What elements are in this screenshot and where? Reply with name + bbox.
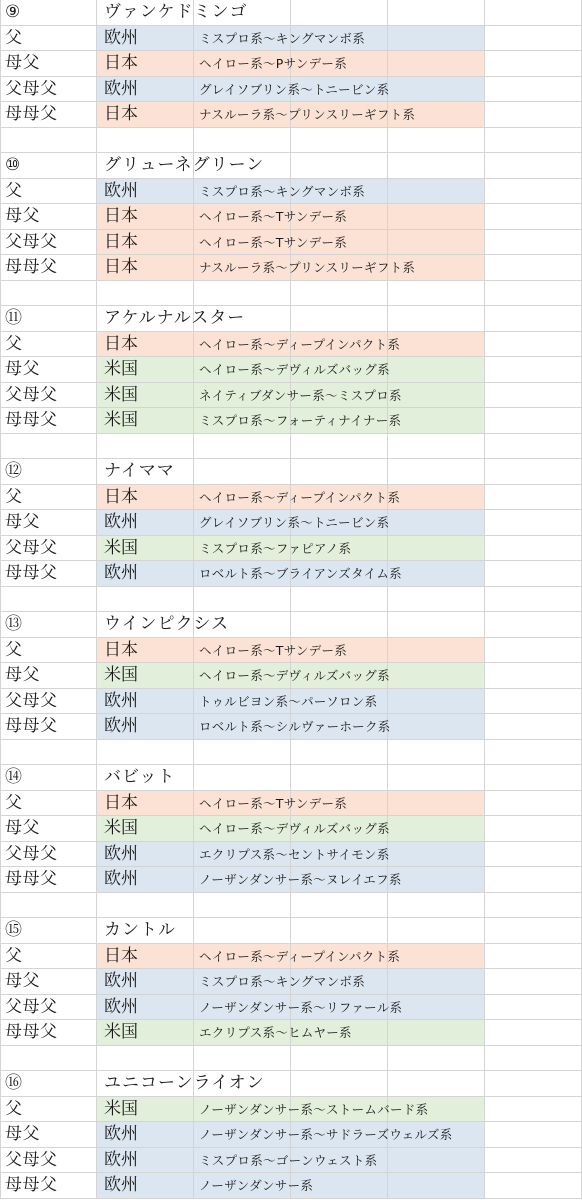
grid-cell[interactable]	[485, 714, 582, 740]
relation-label: 父母父	[5, 231, 58, 252]
pedigree-row	[0, 1020, 582, 1046]
region-label: 日本	[104, 333, 138, 354]
grid-cell[interactable]	[291, 128, 388, 154]
sire-line-label: ヘイロー系～デヴィルズバッグ系	[199, 668, 390, 683]
relation-label: 父母父	[5, 843, 58, 864]
grid-cell[interactable]	[388, 893, 485, 919]
region-label: 日本	[104, 639, 138, 660]
grid-cell[interactable]	[291, 612, 388, 638]
sire-line-label: ミスプロ系～ゴーンウェスト系	[199, 1152, 378, 1168]
grid-cell[interactable]	[388, 765, 485, 791]
grid-cell[interactable]	[388, 26, 485, 52]
relation-label: 父	[5, 486, 23, 507]
grid-cell[interactable]	[0, 1046, 97, 1072]
grid-cell[interactable]	[388, 0, 485, 26]
grid-cell[interactable]	[291, 1071, 388, 1097]
grid-cell[interactable]	[485, 1020, 582, 1046]
blank-spacer-row	[0, 281, 582, 307]
grid-cell[interactable]	[0, 128, 97, 154]
sire-line-label: ミスプロ系～フォーティナイナー系	[199, 413, 402, 428]
grid-cell[interactable]	[97, 128, 194, 154]
pedigree-row	[0, 26, 582, 52]
grid-cell[interactable]	[485, 1046, 582, 1072]
grid-cell[interactable]	[388, 230, 485, 256]
grid-cell[interactable]	[388, 1148, 485, 1174]
grid-cell[interactable]	[388, 995, 485, 1021]
region-label: 米国	[104, 665, 138, 685]
region-label: 米国	[104, 359, 138, 379]
region-label: 欧州	[104, 996, 138, 1017]
pedigree-row	[0, 408, 582, 434]
grid-cell[interactable]	[388, 179, 485, 205]
grid-cell[interactable]	[388, 128, 485, 154]
pedigree-row	[0, 1173, 582, 1199]
grid-cell[interactable]	[388, 918, 485, 944]
grid-cell[interactable]	[485, 663, 582, 689]
grid-cell[interactable]	[388, 638, 485, 664]
relation-label: 母母父	[5, 716, 58, 736]
grid-cell[interactable]	[291, 587, 388, 613]
sire-line-label: ヘイロー系～デヴィルズバッグ系	[199, 362, 390, 377]
grid-cell[interactable]	[291, 0, 388, 26]
grid-cell[interactable]	[388, 842, 485, 868]
region-label: 欧州	[104, 1149, 138, 1170]
grid-cell[interactable]	[388, 816, 485, 842]
grid-cell[interactable]	[97, 587, 194, 613]
grid-cell[interactable]	[388, 485, 485, 511]
grid-cell[interactable]	[388, 459, 485, 485]
grid-cell[interactable]	[485, 510, 582, 536]
horse-number: ⑭	[5, 767, 23, 787]
grid-cell[interactable]	[388, 204, 485, 230]
region-label: 日本	[104, 257, 138, 277]
grid-cell[interactable]	[485, 740, 582, 766]
grid-cell[interactable]	[485, 867, 582, 893]
sire-line-label: ヘイロー系～ディープインパクト系	[199, 336, 401, 352]
grid-cell[interactable]	[485, 332, 582, 358]
pedigree-row	[0, 332, 582, 358]
horse-name: ナイママ	[104, 461, 175, 481]
region-label: 米国	[104, 410, 138, 430]
grid-cell[interactable]	[97, 281, 194, 307]
grid-cell[interactable]	[291, 434, 388, 460]
relation-label: 父	[5, 639, 23, 660]
grid-cell[interactable]	[388, 944, 485, 970]
grid-cell[interactable]	[388, 791, 485, 817]
sire-line-label: ロベルト系～ブライアンズタイム系	[199, 566, 402, 581]
horse-header-row	[0, 306, 582, 332]
region-label: 欧州	[104, 1124, 138, 1144]
sire-line-label: ヘイロー系～ディープインパクト系	[199, 948, 401, 964]
horse-header-row	[0, 765, 582, 791]
horse-name: カントル	[104, 920, 176, 940]
pedigree-row	[0, 689, 582, 715]
relation-label: 父母父	[5, 78, 58, 99]
grid-cell[interactable]	[388, 969, 485, 995]
grid-cell[interactable]	[194, 893, 291, 919]
relation-label: 母母父	[5, 1022, 58, 1042]
grid-cell[interactable]	[485, 842, 582, 868]
horse-name: ユニコーンライオン	[104, 1073, 265, 1093]
grid-cell[interactable]	[291, 153, 388, 179]
blank-spacer-row	[0, 587, 582, 613]
relation-label: 母父	[5, 818, 40, 838]
sire-line-label: ヘイロー系～デヴィルズバッグ系	[199, 821, 390, 836]
grid-cell[interactable]	[291, 918, 388, 944]
region-label: 欧州	[104, 563, 138, 583]
horse-header-row	[0, 918, 582, 944]
grid-cell[interactable]	[485, 893, 582, 919]
relation-label: 母父	[5, 53, 40, 73]
grid-cell[interactable]	[194, 281, 291, 307]
sire-line-label: ロベルト系～シルヴァーホーク系	[199, 719, 391, 734]
region-label: 米国	[104, 537, 138, 558]
relation-label: 父母父	[5, 384, 58, 405]
grid-cell[interactable]	[485, 536, 582, 562]
sire-line-label: エクリプス系～セントサイモン系	[199, 846, 390, 862]
pedigree-row	[0, 510, 582, 536]
pedigree-row	[0, 944, 582, 970]
grid-cell[interactable]	[194, 765, 291, 791]
sire-line-label: グレイソブリン系～トニービン系	[199, 81, 390, 97]
grid-cell[interactable]	[388, 1071, 485, 1097]
grid-cell[interactable]	[485, 612, 582, 638]
relation-label: 母父	[5, 512, 40, 532]
pedigree-row	[0, 230, 582, 256]
pedigree-row	[0, 204, 582, 230]
grid-cell[interactable]	[194, 1046, 291, 1072]
region-label: 欧州	[104, 716, 138, 736]
sire-line-label: ノーザンダンサー系～ヌレイエフ系	[199, 872, 402, 887]
grid-cell[interactable]	[388, 689, 485, 715]
grid-cell[interactable]	[485, 408, 582, 434]
relation-label: 母母父	[5, 869, 58, 889]
horse-header-row	[0, 612, 582, 638]
relation-label: 父	[5, 180, 23, 201]
grid-cell[interactable]	[194, 918, 291, 944]
grid-cell[interactable]	[485, 179, 582, 205]
pedigree-row	[0, 1097, 582, 1123]
sire-line-label: トゥルビヨン系～パーソロン系	[199, 693, 378, 709]
sire-line-label: エクリプス系～ヒムヤー系	[199, 1025, 352, 1040]
grid-cell[interactable]	[0, 587, 97, 613]
region-label: 欧州	[104, 180, 138, 201]
grid-cell[interactable]	[388, 281, 485, 307]
grid-cell[interactable]	[388, 1046, 485, 1072]
grid-cell[interactable]	[291, 306, 388, 332]
grid-cell[interactable]	[485, 306, 582, 332]
relation-label: 父母父	[5, 996, 58, 1017]
grid-cell[interactable]	[485, 281, 582, 307]
grid-cell[interactable]	[485, 816, 582, 842]
sire-line-label: ミスプロ系～ファピアノ系	[199, 540, 352, 556]
grid-cell[interactable]	[0, 740, 97, 766]
pedigree-row	[0, 995, 582, 1021]
grid-cell[interactable]	[485, 26, 582, 52]
region-label: 米国	[104, 384, 138, 405]
grid-cell[interactable]	[485, 434, 582, 460]
relation-label: 母父	[5, 206, 40, 226]
horse-number: ⑩	[5, 155, 21, 175]
grid-cell[interactable]	[194, 434, 291, 460]
grid-cell[interactable]	[388, 408, 485, 434]
grid-cell[interactable]	[388, 740, 485, 766]
grid-cell[interactable]	[485, 1097, 582, 1123]
pedigree-row	[0, 179, 582, 205]
pedigree-row	[0, 714, 582, 740]
grid-cell[interactable]	[194, 128, 291, 154]
horse-name: ウインピクシス	[104, 614, 229, 634]
sire-line-label: ミスプロ系～キングマンボ系	[199, 183, 366, 199]
grid-cell[interactable]	[291, 893, 388, 919]
horse-number: ⑨	[5, 2, 21, 22]
sire-line-label: ミスプロ系～キングマンボ系	[199, 30, 366, 46]
relation-label: 母母父	[5, 563, 58, 583]
region-label: 米国	[104, 818, 138, 838]
horse-number: ⑯	[5, 1073, 23, 1093]
pedigree-row	[0, 561, 582, 587]
grid-cell[interactable]	[291, 459, 388, 485]
grid-cell[interactable]	[388, 561, 485, 587]
pedigree-row	[0, 816, 582, 842]
grid-cell[interactable]	[97, 893, 194, 919]
pedigree-row	[0, 791, 582, 817]
relation-label: 母母父	[5, 104, 58, 124]
grid-cell[interactable]	[485, 587, 582, 613]
region-label: 日本	[104, 792, 138, 813]
blank-spacer-row	[0, 740, 582, 766]
horse-name: アケルナルスター	[104, 308, 246, 328]
grid-cell[interactable]	[388, 357, 485, 383]
grid-cell[interactable]	[388, 714, 485, 740]
sire-line-label: ノーザンダンサー系～サドラーズウェルズ系	[199, 1127, 453, 1142]
relation-label: 父	[5, 1098, 23, 1119]
sire-line-label: ナスルーラ系～プリンスリーギフト系	[199, 107, 416, 122]
grid-cell[interactable]	[485, 561, 582, 587]
region-label: 米国	[104, 1098, 138, 1119]
relation-label: 母母父	[5, 257, 58, 277]
sire-line-label: ノーザンダンサー系～ストームバード系	[199, 1101, 429, 1117]
horse-number: ⑬	[5, 614, 23, 634]
pedigree-row	[0, 1122, 582, 1148]
grid-cell[interactable]	[485, 689, 582, 715]
grid-cell[interactable]	[485, 459, 582, 485]
pedigree-row	[0, 536, 582, 562]
region-label: 欧州	[104, 690, 138, 711]
horse-number: ⑪	[5, 308, 23, 328]
region-label: 日本	[104, 206, 138, 226]
grid-cell[interactable]	[0, 893, 97, 919]
sire-line-label: ヘイロー系～Tサンデー系	[199, 234, 348, 250]
region-label: 日本	[104, 104, 138, 124]
grid-cell[interactable]	[485, 1071, 582, 1097]
region-label: 日本	[104, 53, 138, 73]
grid-cell[interactable]	[194, 740, 291, 766]
grid-cell[interactable]	[485, 102, 582, 128]
grid-cell[interactable]	[485, 485, 582, 511]
grid-cell[interactable]	[388, 51, 485, 77]
grid-cell[interactable]	[485, 1122, 582, 1148]
blank-spacer-row	[0, 1046, 582, 1072]
sire-line-label: ヘイロー系～ディープインパクト系	[199, 489, 401, 505]
grid-cell[interactable]	[388, 383, 485, 409]
relation-label: 父母父	[5, 537, 58, 558]
relation-label: 父	[5, 792, 23, 813]
grid-cell[interactable]	[388, 587, 485, 613]
sire-line-label: ネイティブダンサー系～ミスプロ系	[199, 387, 402, 403]
pedigree-row	[0, 969, 582, 995]
grid-cell[interactable]	[388, 612, 485, 638]
relation-label: 父	[5, 945, 23, 966]
grid-cell[interactable]	[485, 995, 582, 1021]
region-label: 日本	[104, 231, 138, 252]
horse-header-row	[0, 0, 582, 26]
grid-cell[interactable]	[388, 332, 485, 358]
relation-label: 母父	[5, 359, 40, 379]
blank-spacer-row	[0, 434, 582, 460]
grid-cell[interactable]	[291, 1046, 388, 1072]
pedigree-row	[0, 102, 582, 128]
sire-line-label: ヘイロー系～Tサンデー系	[199, 795, 348, 811]
pedigree-row	[0, 638, 582, 664]
grid-cell[interactable]	[485, 791, 582, 817]
relation-label: 母父	[5, 1124, 40, 1144]
grid-cell[interactable]	[388, 306, 485, 332]
horse-number: ⑮	[5, 920, 23, 940]
grid-cell[interactable]	[485, 77, 582, 103]
grid-cell[interactable]	[485, 51, 582, 77]
grid-cell[interactable]	[388, 536, 485, 562]
sire-line-label: ヘイロー系～Tサンデー系	[199, 209, 348, 224]
grid-cell[interactable]	[485, 357, 582, 383]
relation-label: 母母父	[5, 1175, 58, 1195]
grid-cell[interactable]	[388, 867, 485, 893]
region-label: 欧州	[104, 869, 138, 889]
region-label: 欧州	[104, 78, 138, 99]
grid-cell[interactable]	[485, 153, 582, 179]
horse-header-row	[0, 153, 582, 179]
grid-cell[interactable]	[485, 204, 582, 230]
horse-header-row	[0, 1071, 582, 1097]
grid-cell[interactable]	[388, 153, 485, 179]
sire-line-label: ノーザンダンサー系～リファール系	[199, 999, 403, 1015]
sire-line-label: ミスプロ系～キングマンボ系	[199, 974, 366, 989]
region-label: 欧州	[104, 1175, 138, 1195]
grid-cell[interactable]	[291, 740, 388, 766]
pedigree-row	[0, 1148, 582, 1174]
horse-name: グリューネグリーン	[104, 155, 265, 175]
relation-label: 母母父	[5, 410, 58, 430]
relation-label: 父	[5, 27, 23, 48]
pedigree-row	[0, 357, 582, 383]
grid-cell[interactable]	[485, 1173, 582, 1199]
grid-cell[interactable]	[388, 663, 485, 689]
region-label: 日本	[104, 945, 138, 966]
grid-cell[interactable]	[485, 128, 582, 154]
sire-line-label: ヘイロー系～Pサンデー系	[199, 56, 348, 71]
grid-cell[interactable]	[194, 587, 291, 613]
region-label: 欧州	[104, 27, 138, 48]
pedigree-row	[0, 51, 582, 77]
grid-cell[interactable]	[485, 944, 582, 970]
horse-name: ヴァンケドミンゴ	[104, 2, 248, 22]
horse-number: ⑫	[5, 461, 23, 481]
grid-cell[interactable]	[291, 765, 388, 791]
grid-cell[interactable]	[388, 1173, 485, 1199]
grid-cell[interactable]	[485, 918, 582, 944]
grid-cell[interactable]	[485, 255, 582, 281]
sire-line-label: ナスルーラ系～プリンスリーギフト系	[199, 260, 416, 275]
grid-cell[interactable]	[485, 638, 582, 664]
grid-cell[interactable]	[485, 230, 582, 256]
pedigree-row	[0, 867, 582, 893]
sire-line-label: ノーザンダンサー系	[199, 1178, 314, 1193]
horse-header-row	[0, 459, 582, 485]
relation-label: 父	[5, 333, 23, 354]
region-label: 欧州	[104, 512, 138, 532]
pedigree-row	[0, 485, 582, 511]
relation-label: 父母父	[5, 690, 58, 711]
grid-cell[interactable]	[388, 434, 485, 460]
region-label: 欧州	[104, 843, 138, 864]
grid-cell[interactable]	[485, 383, 582, 409]
grid-cell[interactable]	[485, 0, 582, 26]
grid-cell[interactable]	[0, 281, 97, 307]
pedigree-row	[0, 255, 582, 281]
grid-cell[interactable]	[388, 510, 485, 536]
grid-cell[interactable]	[97, 1046, 194, 1072]
region-label: 米国	[104, 1022, 138, 1042]
relation-label: 母父	[5, 971, 40, 991]
grid-cell[interactable]	[194, 459, 291, 485]
grid-cell[interactable]	[388, 77, 485, 103]
relation-label: 母父	[5, 665, 40, 685]
pedigree-row	[0, 77, 582, 103]
pedigree-row	[0, 383, 582, 409]
pedigree-row	[0, 842, 582, 868]
grid-cell[interactable]	[388, 1020, 485, 1046]
pedigree-row	[0, 663, 582, 689]
blank-spacer-row	[0, 893, 582, 919]
grid-cell[interactable]	[0, 434, 97, 460]
grid-cell[interactable]	[291, 281, 388, 307]
region-label: 欧州	[104, 971, 138, 991]
grid-cell[interactable]	[485, 969, 582, 995]
sire-line-label: グレイソブリン系～トニービン系	[199, 515, 390, 530]
grid-cell[interactable]	[97, 434, 194, 460]
grid-cell[interactable]	[485, 1148, 582, 1174]
region-label: 日本	[104, 486, 138, 507]
blank-spacer-row	[0, 128, 582, 154]
grid-cell[interactable]	[485, 765, 582, 791]
horse-name: バビット	[104, 767, 176, 787]
relation-label: 父母父	[5, 1149, 58, 1170]
sire-line-label: ヘイロー系～Tサンデー系	[199, 642, 348, 658]
grid-cell[interactable]	[97, 740, 194, 766]
